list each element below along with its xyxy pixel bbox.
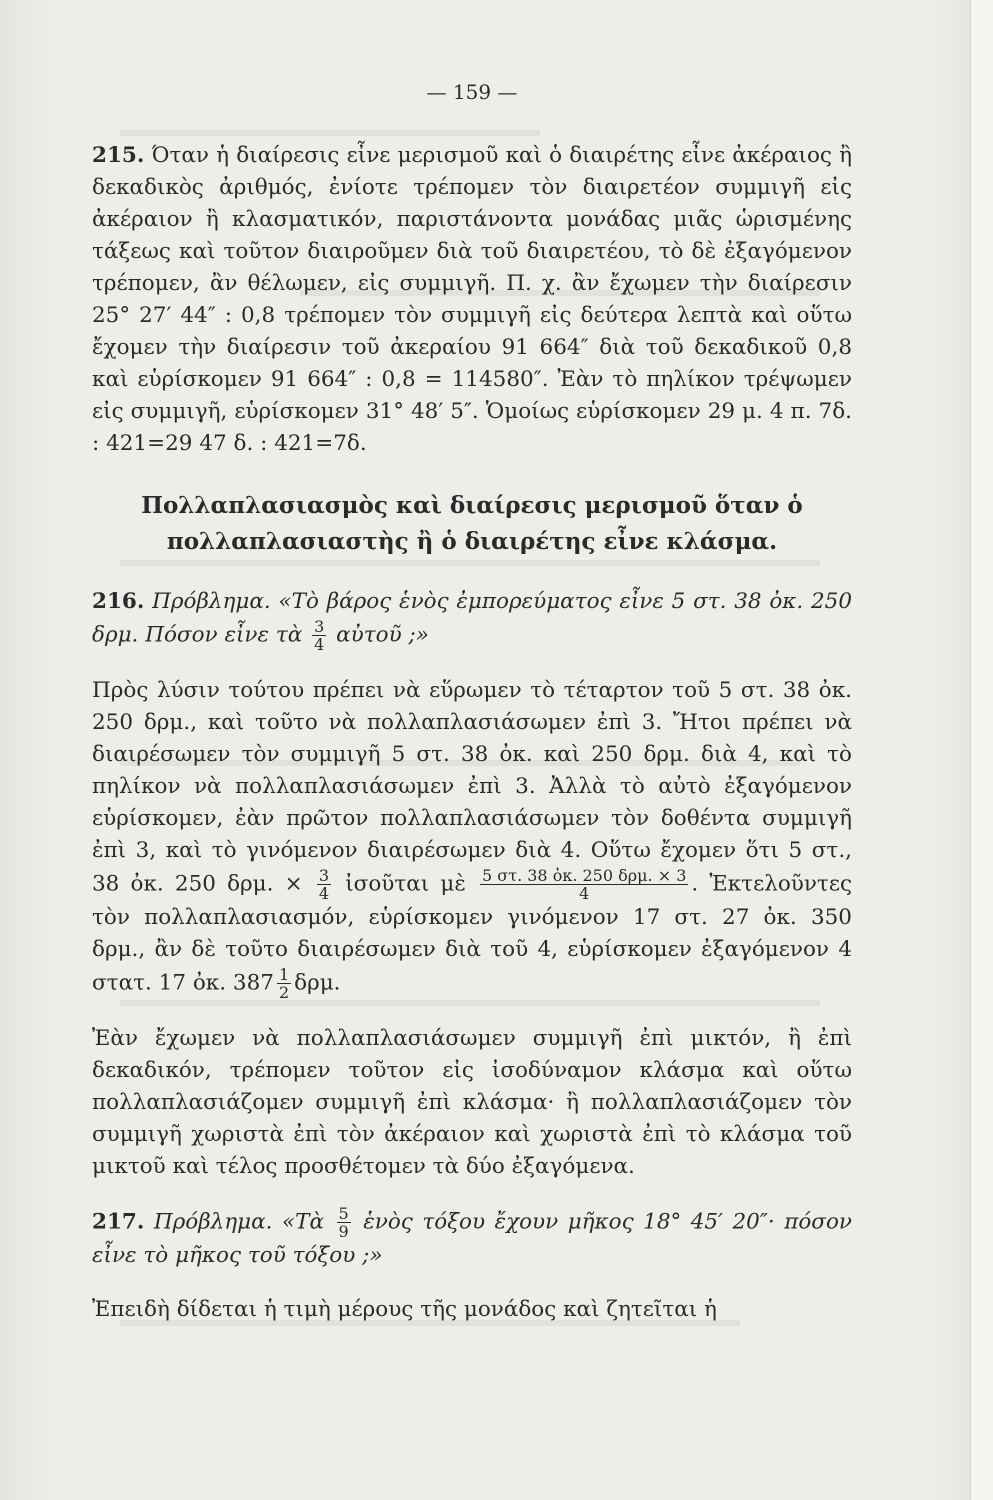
fraction bbox=[337, 1205, 351, 1240]
solution-text: . Ἐκτελοῦντες τὸν πολλαπλασιασμόν, εὑρίσκομεν γινόμενον 17 στ. 27 ὀκ. 350 δρμ., ἂν δὲ τοῦτο διαιρέσωμεν διὰ τοῦ 4, εὑρίσκομεν ἐξαγόμενον 4 στατ. 17 ὀκ. 387 bbox=[92, 871, 852, 996]
fraction-numerator: 1 bbox=[278, 965, 290, 984]
paragraph-216-problem bbox=[92, 586, 852, 653]
paragraph-rule bbox=[92, 1023, 852, 1183]
compound-fraction bbox=[480, 867, 688, 902]
section-number: 217. bbox=[92, 1209, 145, 1235]
section-number: 215. bbox=[92, 143, 145, 168]
solution-text: Πρὸς λύσιν τούτου πρέπει νὰ εὕρωμεν τὸ τέταρτον τοῦ 5 στ. 38 ὀκ. 250 δρμ., καὶ τοῦτο νὰ πολλαπλασιάσωμεν ἐπὶ 3. Ἤτοι πρέπει νὰ διαιρέσωμεν τὸν συμμιγῆ 5 στ. 38 ὀκ. καὶ 250 δρμ. διὰ 4, καὶ τὸ πηλίκον νὰ πολλαπλασιάσωμεν ἐπὶ 3. Ἀλλὰ τὸ αὐτὸ ἐξαγόμενον εὑρίσκομεν, ἐὰν πρῶτον πολλαπλασιάσωμεν τὸν δοθέντα συμμιγῆ ἐπὶ 3, καὶ τὸ γινόμενον διαιρέσωμεν διὰ 4. Οὕτω ἔχομεν ὅτι 5 στ., 38 ὀκ. 250 δρμ. × bbox=[92, 678, 852, 897]
fraction-denominator: 4 bbox=[314, 635, 325, 654]
paragraph-215 bbox=[92, 140, 852, 460]
fraction-numerator: 3 bbox=[314, 617, 325, 636]
problem-text: «Τὸ βάρος ἑνὸς ἐμπορεύματος εἶνε 5 στ. 38 ὀκ. 250 δρμ. Πόσον εἶνε τὰ bbox=[92, 589, 853, 648]
fraction-denominator: 2 bbox=[278, 983, 290, 1002]
fraction bbox=[317, 867, 331, 902]
problem-text: αὐτοῦ ;» bbox=[336, 622, 429, 648]
section-number: 216. bbox=[92, 589, 145, 614]
solution-text: ἰσοῦται μὲ bbox=[345, 871, 466, 897]
problem-label: Πρόβλημα. bbox=[153, 1209, 273, 1235]
fraction bbox=[277, 966, 291, 1001]
fraction bbox=[312, 618, 326, 653]
rule-text: Ἐὰν ἔχωμεν νὰ πολλαπλασιάσωμεν συμμιγῆ ἐπὶ μικτόν, ἢ ἐπὶ δεκαδικόν, τρέπομεν τοῦτον εἰς ἰσοδύναμον κλάσμα καὶ οὕτω πολλαπλασιάζομεν συμμιγῆ ἐπὶ κλάσμα· ἢ πολλαπλασιάζομεν τὸν συμμιγῆ χωριστὰ ἐπὶ τὸν ἀκέραιον καὶ χωριστὰ ἐπὶ τὸ κλάσμα τοῦ μικτοῦ καὶ τέλος προσθέτομεν τὰ δύο ἐξαγόμενα. bbox=[92, 1026, 852, 1179]
fraction-numerator: 5 bbox=[338, 1204, 349, 1223]
solution-text: Ἐπειδὴ δίδεται ἡ τιμὴ μέρους τῆς μονάδος καὶ ζητεῖται ἡ bbox=[92, 1297, 717, 1322]
paragraph-216-solution bbox=[92, 675, 852, 1001]
problem-text: ἑνὸς τόξου ἔχουν μῆκος 18° 45′ 20″· πόσον εἶνε τὸ μῆκος τοῦ τόξου ;» bbox=[92, 1209, 852, 1268]
paragraph-text: Όταν ἡ διαίρεσις εἶνε μερισμοῦ καὶ ὁ διαιρέτης εἶνε ἀκέραιος ἢ δεκαδικὸς ἀριθμός, ἐνίοτε τρέπομεν τὸν διαιρετέον συμμιγῆ εἰς ἀκέραιον ἢ κλασματικόν, παριστάνοντα μονάδας μιᾶς ὡρισμένης τάξεως καὶ τοῦτον διαιροῦμεν διὰ τοῦ διαιρετέου, τὸ δὲ ἐξαγόμενον τρέπομεν, ἂν θέλωμεν, εἰς συμμιγῆ. Π. χ. ἂν ἔχωμεν τὴν διαίρεσιν 25° 27′ 44″ : 0,8 τρέπομεν τὸν συμμιγῆ εἰς δεύτερα λεπτὰ καὶ οὕτω ἔχομεν τὴν διαίρεσιν τοῦ ἀκεραίου 91 664″ διὰ τοῦ δεκαδικοῦ 0,8 καὶ εὑρίσκομεν 91 664″ : 0,8 = 114580″. Ἐὰν τὸ πηλίκον τρέψωμεν εἰς συμμιγῆ, εὑρίσκομεν 31° 48′ 5″. Ὁμοίως εὑρίσκομεν 29 μ. 4 π. 7δ. : 421=29 47 δ. : 421=7δ. bbox=[92, 143, 852, 456]
fraction-numerator: 5 στ. 38 ὀκ. 250 δρμ. × 3 bbox=[482, 866, 687, 885]
section-heading: Πολλαπλασιασμὸς καὶ διαίρεσις μερισμοῦ ὅταν ὁ πολλαπλασιαστὴς ἢ ὁ διαιρέτης εἶνε κλάσμα. bbox=[141, 492, 803, 555]
fraction-denominator: 4 bbox=[579, 884, 590, 903]
page-edge bbox=[970, 0, 993, 1500]
paragraph-217-solution bbox=[92, 1294, 852, 1326]
fraction-denominator: 9 bbox=[338, 1222, 349, 1241]
problem-text: «Τὰ bbox=[282, 1209, 325, 1235]
paragraph-217-problem bbox=[92, 1205, 852, 1272]
page-number: — 159 — bbox=[426, 80, 518, 104]
fraction-denominator: 4 bbox=[318, 884, 330, 903]
fraction-numerator: 3 bbox=[318, 866, 330, 885]
page-text bbox=[92, 80, 852, 1326]
solution-text: δρμ. bbox=[294, 970, 341, 996]
problem-label: Πρόβλημα. bbox=[152, 589, 271, 614]
